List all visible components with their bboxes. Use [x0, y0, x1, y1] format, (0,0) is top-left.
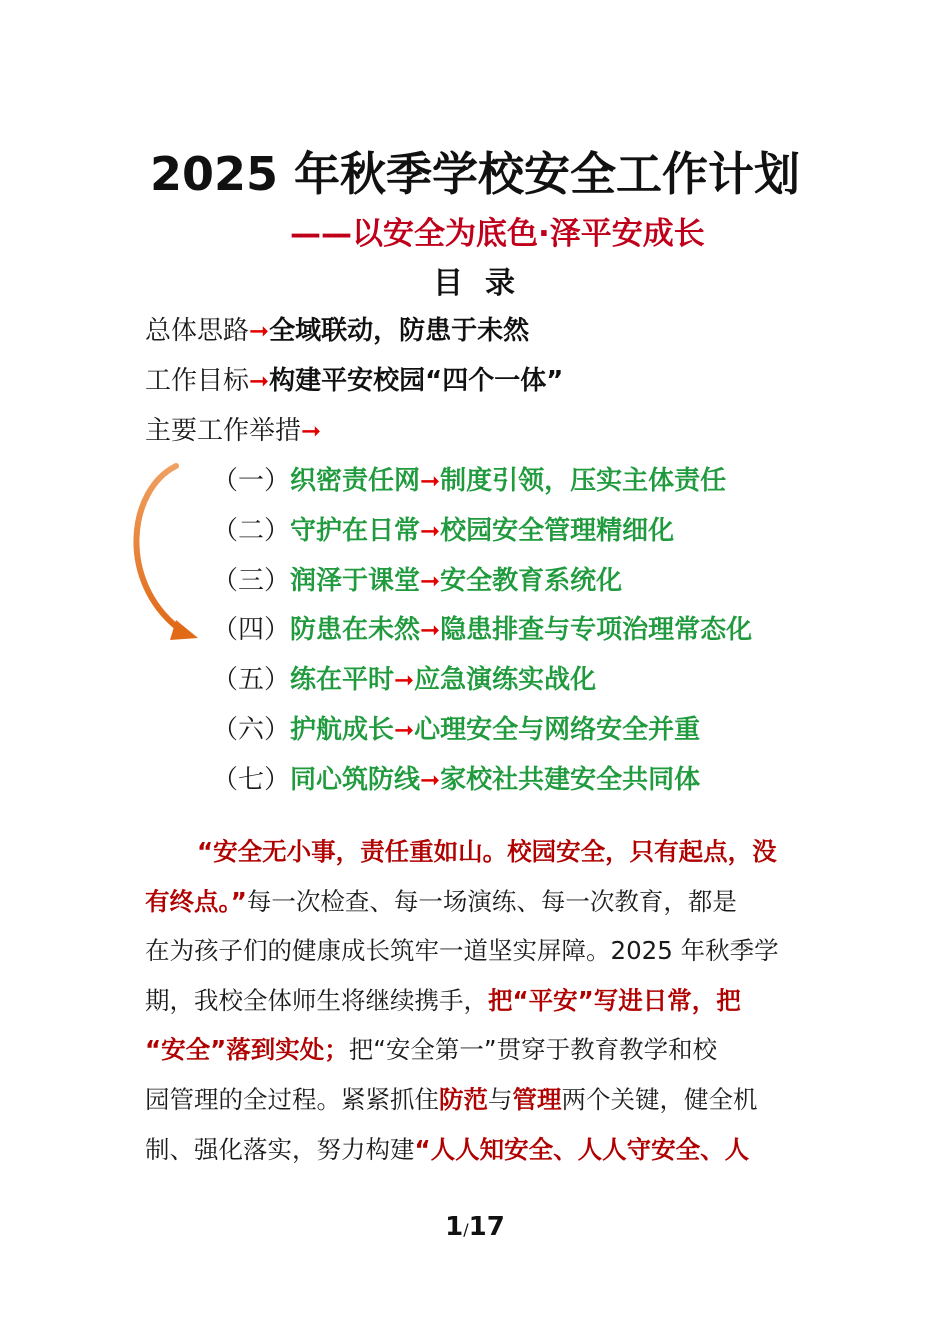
- page-separator: /: [463, 1220, 469, 1239]
- paragraph-text: 在为孩子们的健康成长筑牢一道坚实屏障。2025 年秋季学: [145, 936, 779, 966]
- arrow-icon: ➞: [420, 467, 441, 495]
- toc-measures: [145, 410, 321, 447]
- item-number: （四）: [212, 615, 291, 645]
- body-paragraph: [145, 827, 810, 1174]
- toc-heading: [0, 258, 950, 302]
- arrow-icon: ➞: [420, 766, 441, 794]
- toc-heading-char-2: 录: [485, 266, 517, 301]
- item-heading: 防患在未然: [290, 615, 421, 645]
- toc-measures-label: 主要工作举措: [145, 416, 302, 446]
- paragraph-text: 制、强化落实，努力构建: [145, 1134, 415, 1164]
- toc-overview-label: 总体思路: [145, 316, 250, 346]
- item-number: （三）: [212, 566, 291, 596]
- list-item: [212, 609, 752, 646]
- paragraph-text: 每一次检查、每一场演练、每一次教育，都是: [246, 886, 737, 916]
- quote-text-end: 有终点。”: [145, 886, 247, 916]
- arrow-icon: ➞: [249, 367, 270, 395]
- arrow-icon: ➞: [394, 666, 415, 694]
- paragraph-text: 与: [488, 1084, 513, 1114]
- page-number: [0, 1212, 950, 1242]
- quote-text: “安全无小事，责任重如山。校园安全，只有起点，没: [197, 837, 777, 866]
- page-subtitle: ——以安全为底色·泽平安成长: [290, 216, 705, 252]
- item-description: 家校社共建安全共同体: [440, 765, 701, 795]
- emphasis-text: 把“平安”写进日常，把: [488, 985, 741, 1015]
- curved-arrow-icon: [118, 460, 208, 660]
- arrow-icon: ➞: [420, 517, 441, 545]
- list-item: [212, 759, 700, 796]
- paragraph-text: 两个关键，健全机: [561, 1084, 758, 1114]
- page-title: 2025 年秋季学校安全工作计划: [149, 147, 801, 201]
- toc-heading-char-1: 目: [433, 266, 465, 301]
- item-number: （一）: [212, 466, 291, 496]
- item-description: 安全教育系统化: [440, 566, 623, 596]
- arrow-icon: ➞: [420, 567, 441, 595]
- paragraph-text: 把“安全第一”贯穿于教育教学和校: [348, 1035, 718, 1065]
- toc-goal-text: 构建平安校园“四个一体”: [269, 366, 564, 396]
- emphasis-text: 管理: [512, 1084, 562, 1114]
- item-description: 校园安全管理精细化: [440, 516, 675, 546]
- arrow-icon: ➞: [420, 616, 441, 644]
- item-description: 制度引领，压实主体责任: [440, 466, 727, 496]
- paragraph-text: 园管理的全过程。紧紧抓住: [145, 1084, 439, 1114]
- list-item: [212, 659, 596, 696]
- item-heading: 织密责任网: [290, 466, 421, 496]
- item-heading: 护航成长: [290, 715, 395, 745]
- toc-overview: [145, 310, 529, 347]
- arrow-icon: ➞: [394, 716, 415, 744]
- list-item: [212, 709, 700, 746]
- item-description: 应急演练实战化: [414, 665, 597, 695]
- item-heading: 守护在日常: [290, 516, 421, 546]
- list-item: [212, 460, 726, 497]
- list-item: [212, 560, 622, 597]
- current-page: 1: [445, 1212, 464, 1242]
- total-pages: 17: [468, 1212, 505, 1242]
- item-number: （二）: [212, 516, 291, 546]
- item-heading: 润泽于课堂: [290, 566, 421, 596]
- item-number: （七）: [212, 765, 291, 795]
- emphasis-text: 防范: [439, 1084, 488, 1114]
- list-item: [212, 510, 674, 547]
- toc-overview-text: 全域联动，防患于未然: [269, 316, 530, 346]
- arrow-icon: ➞: [249, 317, 270, 345]
- emphasis-text: “安全”落到实处；: [145, 1035, 349, 1065]
- emphasis-text: “人人知安全、人人守安全、人: [414, 1134, 750, 1164]
- toc-goal: [145, 360, 563, 397]
- item-heading: 练在平时: [290, 665, 395, 695]
- item-number: （五）: [212, 665, 291, 695]
- toc-goal-label: 工作目标: [145, 366, 250, 396]
- item-description: 心理安全与网络安全并重: [414, 715, 701, 745]
- paragraph-text: 期，我校全体师生将继续携手，: [145, 985, 488, 1015]
- item-description: 隐患排查与专项治理常态化: [440, 615, 753, 645]
- item-heading: 同心筑防线: [290, 765, 421, 795]
- item-number: （六）: [212, 715, 291, 745]
- arrow-icon: ➞: [301, 417, 322, 445]
